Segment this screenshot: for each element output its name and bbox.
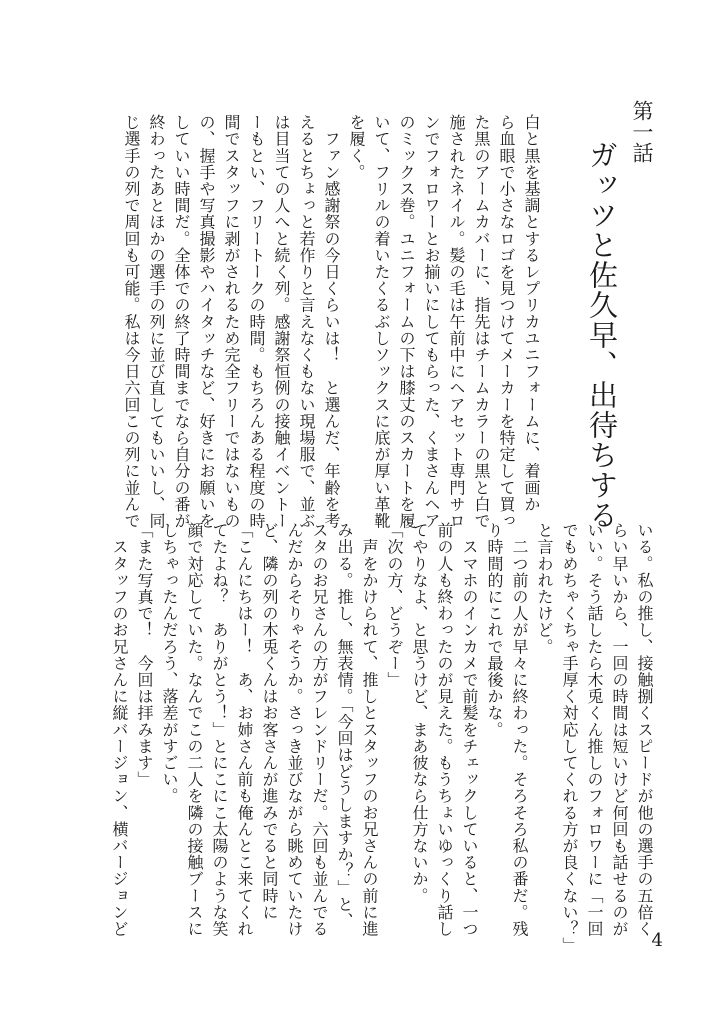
text-line: でもめちゃくちゃ手厚く対応してくれる方が良くない？」 bbox=[560, 522, 579, 954]
text-line: ンでフォロワーとお揃いにしてもらった、くまさんヘア bbox=[422, 114, 441, 529]
text-line: た黒のアームカバーに、指先はチームカラーの黒と白で bbox=[472, 114, 491, 529]
text-line: スタッフのお兄さんに縦バージョン、横バージョンど bbox=[110, 522, 129, 937]
text-line: り時間的にこれで最後かな。 bbox=[485, 522, 504, 738]
text-line: と言われたけど。 bbox=[535, 522, 554, 655]
text-line: んだからそりゃそうか。さっき並びながら眺めていたけ bbox=[285, 522, 304, 937]
text-line: の、握手や写真撮影やハイタッチなど、好きにお願いを bbox=[197, 114, 216, 529]
text-line: み出る。推し、無表情。「今回はどうしますか？」と、 bbox=[335, 522, 354, 929]
text-line: ーもとい、フリートークの時間。もちろんある程度の時 bbox=[247, 114, 266, 529]
text-line: てたよね？ ありがとう！」とにこにこ太陽のような笑 bbox=[210, 522, 229, 937]
text-line: じ選手の列で周回も可能。私は今日六回この列に並んで bbox=[122, 114, 141, 529]
text-line: 前の人も終わったのが見えた。もうちょいゆっくり話し bbox=[435, 522, 454, 937]
text-line: 二つ前の人が早々に終わった。そろそろ私の番だ。残 bbox=[510, 522, 529, 937]
text-line: 間でスタッフに剥がされるため完全フリーではないもの bbox=[222, 114, 241, 529]
text-line: いて、フリルの着いたくるぶしソックスに底が厚い革靴 bbox=[372, 114, 391, 529]
text-line: を履く。 bbox=[347, 114, 366, 181]
chapter-label: 第一話 bbox=[630, 100, 654, 163]
text-line: 終わったあとほかの選手の列に並び直してもいいし、同 bbox=[147, 114, 166, 529]
chapter-title: ガッツと佐久早、出待ちする bbox=[585, 140, 619, 530]
text-line: していい時間だ。全体での終了時間までなら自分の番が bbox=[172, 114, 191, 529]
text-line: いい。そう話したら木兎くん推しのフォロワーに「一回 bbox=[585, 522, 604, 937]
text-line: てやりなよ、と思うけど、まあ彼なら仕方ないか。 bbox=[410, 522, 429, 904]
text-line: 「次の方、どうぞー」 bbox=[385, 522, 404, 688]
page-number: 4 bbox=[651, 930, 663, 951]
text-line: えるとちょっと若作りと言えなくもない現場服で、並ぶ bbox=[297, 114, 316, 529]
text-line: しちゃったんだろう、落差がすごい。 bbox=[160, 522, 179, 805]
text-line: スマホのインカメで前髪をチェックしていると、一つ bbox=[460, 522, 479, 937]
text-line: 白と黒を基調とするレプリカユニフォームに、着画か bbox=[522, 114, 541, 513]
text-line: のミックス巻。ユニフォームの下は膝丈のスカートを履 bbox=[397, 114, 416, 529]
text-line: 声をかけられて、推しとスタッフのお兄さんの前に進 bbox=[360, 522, 379, 937]
text-line: らい早いから、一回の時間は短いけど何回も話せるのが bbox=[610, 522, 629, 937]
text-line: 顔で対応していた。なんでこの二人を隣の接触ブースに bbox=[185, 522, 204, 937]
text-line: 「こんにちはー！ あ、お姉さん前も俺んとこ来てくれ bbox=[235, 522, 254, 937]
text-line: いる。私の推し、接触捌くスピードが他の選手の五倍く bbox=[635, 522, 654, 937]
text-line: は目当ての人へと続く列。感謝祭恒例の接触イベントー bbox=[272, 114, 291, 529]
text-line: 施されたネイル。髪の毛は午前中にヘアセット専門サロ bbox=[447, 114, 466, 529]
text-line: ど、隣の列の木兎くんはお客さんが進みでると同時に bbox=[260, 522, 279, 921]
text-line: 「また写真で！ 今回は拝みます」 bbox=[135, 522, 154, 788]
text-line: ら血眼で小さなロゴを見つけてメーカーを特定して買っ bbox=[497, 114, 516, 529]
text-line: スタのお兄さんの方がフレンドリーだ。六回も並んでる bbox=[310, 522, 329, 937]
text-line: ファン感謝祭の今日くらいは！ と選んだ、年齢を考 bbox=[322, 114, 341, 529]
